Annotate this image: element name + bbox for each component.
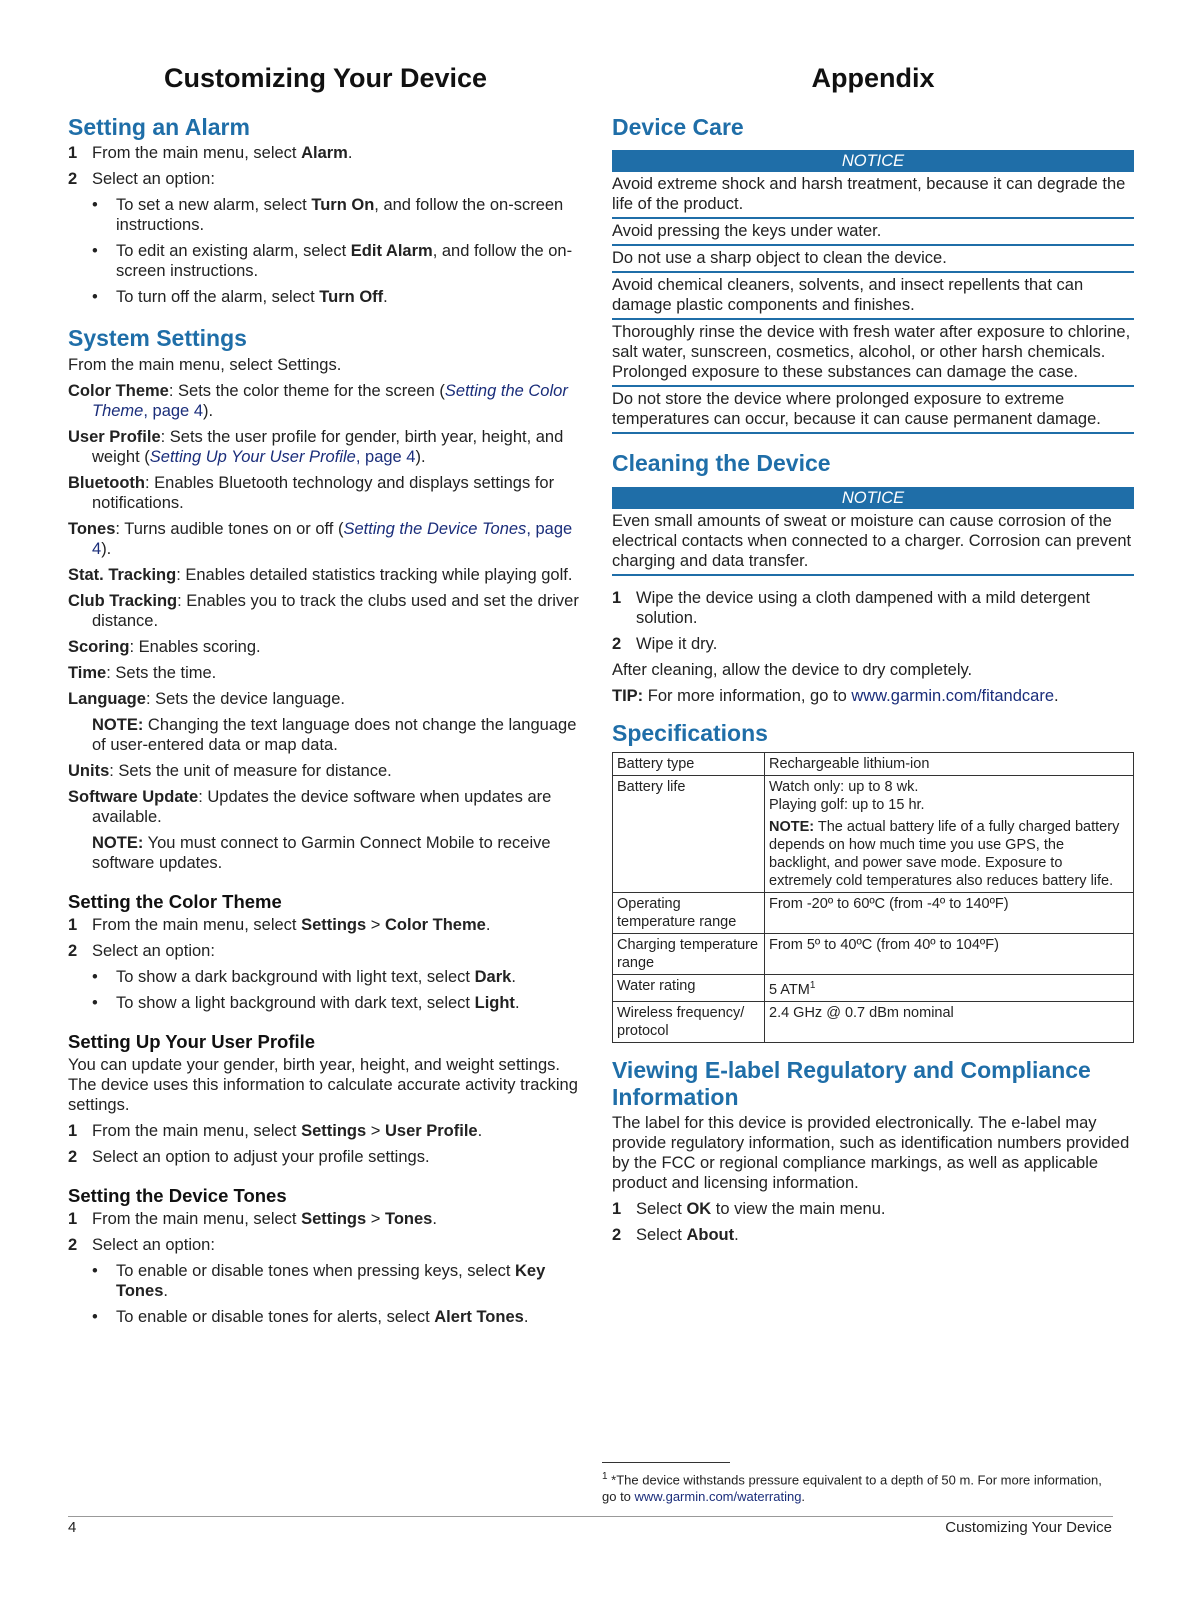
def-tones	[68, 519, 583, 559]
system-section	[68, 325, 583, 872]
care-item: Avoid extreme shock and harsh treatment, because it can degrade the life of the product.	[612, 172, 1134, 219]
user-profile-link[interactable]: Setting Up Your User Profile	[149, 447, 356, 466]
bullet-text	[116, 195, 583, 235]
color-theme-section	[68, 891, 583, 1013]
alarm-heading: Setting an Alarm	[68, 114, 250, 140]
step-text	[92, 143, 352, 163]
text: From the main menu, select	[92, 1121, 302, 1140]
bullet-dot: •	[92, 288, 98, 307]
spec-value: From -20º to 60ºC (from -4º to 140ºF)	[765, 893, 1134, 934]
cleaning-tip	[612, 686, 1134, 706]
text: From the main menu, select	[92, 1209, 302, 1228]
alarm-bullet-1	[92, 195, 583, 235]
elabel-section	[612, 1057, 1134, 1245]
def-language	[68, 689, 583, 709]
step-text	[92, 1209, 437, 1229]
profile-step-2	[68, 1147, 583, 1167]
spec-key: Wireless frequency/ protocol	[613, 1002, 765, 1043]
step-number: 1	[68, 144, 78, 163]
step-text	[636, 1199, 885, 1219]
text: >	[366, 1121, 385, 1140]
text: .	[511, 967, 516, 986]
step-number: 1	[612, 588, 622, 607]
alarm-option: Alarm	[301, 144, 348, 163]
text: , and follow the on-screen instructions.	[116, 196, 564, 235]
text: From the main menu, select	[92, 915, 302, 934]
tones-step-1	[68, 1209, 583, 1229]
term: Stat. Tracking	[68, 565, 177, 584]
text: : Enables scoring.	[129, 637, 261, 656]
table-row	[613, 1002, 1134, 1043]
step-text: Wipe it dry.	[636, 634, 718, 653]
specs-table	[612, 752, 1134, 1043]
note-label: NOTE:	[769, 819, 815, 836]
footer-rule	[68, 1516, 1113, 1517]
text: .	[163, 1281, 168, 1300]
battery-golf: Playing golf: up to 15 hr.	[769, 797, 925, 814]
def-stat-tracking	[68, 565, 583, 585]
text: : Updates the device software when updates are available.	[92, 787, 552, 826]
text: .	[523, 1307, 529, 1326]
text: Select	[636, 1226, 687, 1245]
text: The actual battery life of a fully charged battery depends on how much time you use GPS, the backlight, and power save mode. Exposure to extremely cold temperatures also reduces battery life.	[769, 819, 1120, 890]
color-step-1	[68, 915, 583, 935]
def-club-tracking	[68, 591, 583, 631]
right-page-title: Appendix	[811, 63, 935, 93]
about-option: About	[686, 1226, 735, 1245]
profile-step-1	[68, 1121, 583, 1141]
text: To edit an existing alarm, select	[116, 242, 351, 261]
text: .	[801, 1489, 806, 1505]
elabel-step-1	[612, 1199, 1134, 1219]
bullet-text	[116, 967, 516, 987]
step-number: 2	[68, 1147, 78, 1166]
cleaning-heading: Cleaning the Device	[612, 450, 831, 477]
elabel-step-2	[612, 1225, 1134, 1245]
device-tones-section	[68, 1185, 583, 1327]
bullet-dot: •	[92, 1261, 98, 1280]
text: : Enables you to track the clubs used and set the driver distance.	[92, 591, 579, 630]
note-label: NOTE:	[92, 715, 144, 734]
text: : Sets the unit of measure for distance.	[109, 761, 392, 780]
spec-key: Battery life	[613, 776, 765, 893]
color-theme-heading: Setting the Color Theme	[68, 890, 282, 912]
text: ).	[415, 447, 426, 466]
step-number: 1	[68, 1121, 78, 1140]
tip-label: TIP:	[612, 686, 644, 705]
device-care-section	[612, 114, 1134, 434]
spec-value	[765, 975, 1134, 1002]
def-time	[68, 663, 583, 683]
table-row	[613, 776, 1134, 893]
spec-value: Rechargeable lithium-ion	[765, 753, 1134, 776]
cleaning-after: After cleaning, allow the device to dry completely.	[612, 660, 973, 679]
step-number: 2	[612, 634, 622, 653]
device-tones-heading: Setting the Device Tones	[68, 1184, 287, 1206]
color-theme-link[interactable]: Setting the Color Theme	[92, 381, 568, 420]
step-number: 1	[612, 1200, 622, 1219]
fitandcare-link[interactable]: www.garmin.com/fitandcare	[851, 686, 1055, 705]
battery-note	[769, 818, 1129, 890]
def-software-update	[68, 787, 583, 827]
step-number: 2	[68, 941, 78, 960]
spec-key: Battery type	[613, 753, 765, 776]
bullet-text	[116, 241, 583, 281]
step-text	[92, 1121, 482, 1141]
settings-option: Settings	[301, 915, 367, 934]
footnote-number: 1	[602, 1471, 608, 1482]
text: To enable or disable tones for alerts, select	[116, 1307, 435, 1326]
note-label: NOTE:	[92, 833, 144, 852]
step-text: Select an option:	[92, 1235, 215, 1254]
text: : Sets the user profile for gender, birth year, height, and weight (	[92, 427, 564, 466]
text: .	[383, 288, 388, 307]
spec-value: 2.4 GHz @ 0.7 dBm nominal	[765, 1002, 1134, 1043]
ok-option: OK	[686, 1200, 712, 1219]
spec-key: Water rating	[613, 975, 765, 1002]
table-row	[613, 753, 1134, 776]
text: To turn off the alarm, select	[116, 288, 320, 307]
step-text: Select an option:	[92, 170, 215, 189]
spec-key: Charging temperature range	[613, 934, 765, 975]
tones-bullet-1	[92, 1261, 583, 1301]
spec-key: Operating temperature range	[613, 893, 765, 934]
specs-heading: Specifications	[612, 719, 768, 746]
care-item: Avoid pressing the keys under water.	[612, 219, 1134, 246]
text: .	[477, 1121, 483, 1140]
text: .	[347, 144, 353, 163]
settings-option: Settings	[301, 1121, 367, 1140]
alarm-bullet-3	[92, 287, 583, 307]
text: : Enables detailed statistics tracking while playing golf.	[176, 565, 573, 584]
elabel-intro: The label for this device is provided electronically. The e-label may provide regulatory information, such as identification numbers provided by the FCC or regional compliance markings, as well as applicable product and licensing information.	[612, 1114, 1130, 1193]
specs-section	[612, 720, 1134, 1043]
user-profile-option: User Profile	[384, 1121, 478, 1140]
device-care-heading: Device Care	[612, 114, 744, 140]
text: ).	[203, 401, 214, 420]
term: Club Tracking	[68, 591, 178, 610]
alarm-section	[68, 114, 583, 307]
term: Color Theme	[68, 381, 169, 400]
step-number: 2	[612, 1226, 622, 1245]
step-number: 2	[68, 170, 78, 189]
care-item: Avoid chemical cleaners, solvents, and insect repellents that can damage plastic components and finishes.	[612, 273, 1134, 320]
bullet-dot: •	[92, 242, 98, 261]
bullet-text	[116, 1261, 583, 1301]
cleaning-step-1	[612, 588, 1134, 628]
user-profile-intro: You can update your gender, birth year, height, and weight settings. The device uses this information to calculate accurate activity tracking settings.	[68, 1055, 578, 1114]
system-intro: From the main menu, select Settings.	[68, 355, 342, 374]
text: .	[485, 915, 491, 934]
left-column	[68, 60, 583, 1333]
text: For more information, go to	[643, 686, 852, 705]
text: To enable or disable tones when pressing keys, select	[116, 1261, 515, 1280]
text: : Sets the device language.	[145, 689, 345, 708]
turn-on-option: Turn On	[311, 196, 375, 215]
text: To show a light background with dark text, select	[116, 993, 475, 1012]
term: Scoring	[68, 637, 130, 656]
step-number: 1	[68, 915, 78, 934]
bullet-dot: •	[92, 196, 98, 215]
def-user-profile	[68, 427, 583, 467]
def-bluetooth	[68, 473, 583, 513]
term: User Profile	[68, 427, 161, 446]
step-text: Select an option:	[92, 941, 215, 960]
tones-option: Tones	[384, 1209, 433, 1228]
table-row	[613, 893, 1134, 934]
text: : Sets the time.	[106, 663, 217, 682]
bullet-dot: •	[92, 1307, 98, 1326]
term: Software Update	[68, 787, 199, 806]
cleaning-step-2	[612, 634, 1134, 654]
text: From the main menu, select	[92, 144, 302, 163]
step-number: 2	[68, 1235, 78, 1254]
battery-watch: Watch only: up to 8 wk.	[769, 779, 919, 796]
step-text: Select an option to adjust your profile settings.	[92, 1147, 430, 1166]
bullet-dot: •	[92, 993, 98, 1012]
text: To set a new alarm, select	[116, 196, 312, 215]
color-bullet-1	[92, 967, 583, 987]
care-item: Do not use a sharp object to clean the device.	[612, 246, 1134, 273]
user-profile-section	[68, 1031, 583, 1167]
notice-bar: NOTICE	[612, 150, 1134, 172]
settings-option: Settings	[301, 1209, 367, 1228]
waterrating-link[interactable]: www.garmin.com/waterrating	[634, 1489, 802, 1505]
user-profile-heading: Setting Up Your User Profile	[68, 1030, 316, 1052]
text: You must connect to Garmin Connect Mobile to receive software updates.	[92, 833, 551, 872]
text: *The device withstands pressure equivalent to a depth of 50 m. For more information, go to	[602, 1472, 1102, 1505]
text: To show a dark background with light text, select	[116, 967, 475, 986]
step-number: 1	[68, 1209, 78, 1228]
term: Units	[68, 761, 110, 780]
spec-value: From 5º to 40ºC (from 40º to 104ºF)	[765, 934, 1134, 975]
note-language	[92, 715, 583, 755]
text: ).	[101, 539, 112, 558]
cleaning-notice-text: Even small amounts of sweat or moisture can cause corrosion of the electrical contacts when connected to a charger. Corrosion can prevent charging and data transfer.	[612, 509, 1134, 576]
spec-value	[765, 776, 1134, 893]
text: .	[1054, 686, 1059, 705]
edit-alarm-option: Edit Alarm	[350, 242, 433, 261]
page-ref[interactable]: , page 4	[355, 447, 416, 466]
light-option: Light	[474, 993, 515, 1012]
term: Tones	[68, 519, 116, 538]
elabel-heading: Viewing E-label Regulatory and Compliance Information	[612, 1057, 1091, 1110]
alarm-bullet-2	[92, 241, 583, 281]
left-page-title: Customizing Your Device	[163, 63, 488, 93]
step-text	[92, 915, 490, 935]
footnote	[602, 1468, 1102, 1505]
table-row	[613, 975, 1134, 1002]
term: Time	[68, 663, 107, 682]
footer-section-title: Customizing Your Device	[945, 1519, 1112, 1536]
device-tones-link[interactable]: Setting the Device Tones	[343, 519, 527, 538]
text: Changing the text language does not change the language of user-entered data or map data.	[92, 715, 577, 754]
text: .	[734, 1226, 739, 1245]
bullet-text	[116, 1307, 528, 1327]
text: to view the main menu.	[711, 1200, 886, 1219]
text: : Enables Bluetooth technology and displays settings for notifications.	[92, 473, 555, 512]
footnote-rule	[602, 1462, 730, 1463]
table-row	[613, 934, 1134, 975]
notice-bar: NOTICE	[612, 487, 1134, 509]
key-tones-option: Key Tones	[116, 1261, 546, 1300]
text: >	[366, 915, 385, 934]
text: : Sets the color theme for the screen (	[168, 381, 445, 400]
page-ref[interactable]: , page 4	[143, 401, 203, 420]
term: Bluetooth	[68, 473, 145, 492]
care-item: Thoroughly rinse the device with fresh water after exposure to chlorine, salt water, sunscreen, cosmetics, alcohol, or other harsh chemicals. Prolonged exposure to these substances can damage the case.	[612, 320, 1134, 387]
cleaning-section	[612, 450, 1134, 705]
note-software	[92, 833, 583, 873]
color-step-2	[68, 941, 583, 961]
tones-step-2	[68, 1235, 583, 1255]
term: Language	[68, 689, 146, 708]
def-color-theme	[68, 381, 583, 421]
text: >	[366, 1209, 385, 1228]
def-units	[68, 761, 583, 781]
text: Select	[636, 1200, 687, 1219]
text: .	[432, 1209, 437, 1228]
step-text: Wipe the device using a cloth dampened with a mild detergent solution.	[636, 588, 1091, 627]
tones-bullet-2	[92, 1307, 583, 1327]
right-column	[612, 60, 1134, 1251]
dark-option: Dark	[474, 967, 512, 986]
bullet-text	[116, 287, 388, 307]
text: .	[514, 993, 520, 1012]
alarm-step-1	[68, 143, 583, 163]
bullet-text	[116, 993, 520, 1013]
def-scoring	[68, 637, 583, 657]
text: : Turns audible tones on or off (	[115, 519, 344, 538]
text: 5 ATM	[769, 982, 810, 999]
care-item: Do not store the device where prolonged exposure to extreme temperatures can occur, because it can cause permanent damage.	[612, 387, 1134, 434]
color-theme-option: Color Theme	[384, 915, 486, 934]
bullet-dot: •	[92, 967, 98, 986]
page-number: 4	[68, 1519, 77, 1536]
system-heading: System Settings	[68, 325, 247, 352]
alarm-step-2	[68, 169, 583, 189]
footnote-ref[interactable]: 1	[809, 980, 816, 992]
turn-off-option: Turn Off	[319, 288, 384, 307]
page-ref[interactable]: , page 4	[92, 519, 573, 558]
alert-tones-option: Alert Tones	[434, 1307, 524, 1326]
step-text	[636, 1225, 739, 1245]
color-bullet-2	[92, 993, 583, 1013]
text: , and follow the on-screen instructions.	[116, 242, 573, 281]
